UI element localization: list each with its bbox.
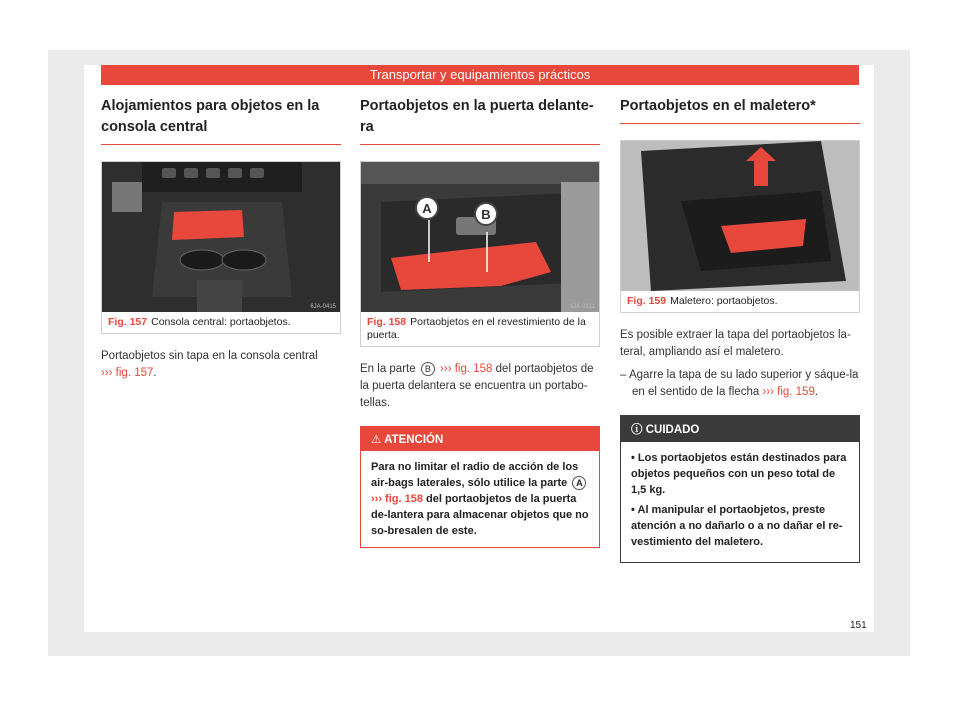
- step-text: [620, 367, 860, 401]
- caution-bullet: • Los portaobjetos están destinados para objetos pequeños con un peso total de 1,5 kg.: [631, 452, 847, 496]
- callout-b: B: [481, 207, 491, 222]
- warning-text-prefix: Para no limitar el radio de acción de los air-bags laterales, sólo utilice la parte: [371, 461, 579, 489]
- caution-bullet-text: Al manipular el portaobjetos, preste atención a no dañarlo o a no dañar el re-vestimiento del maletero.: [631, 504, 843, 548]
- center-console-illustration: [102, 162, 340, 312]
- figure-code: 6JA-0415: [310, 304, 336, 310]
- warning-box: [360, 426, 600, 548]
- warning-body: [361, 451, 599, 547]
- warning-text-suffix: del portaobjetos de la puerta de-lantera para almacenar objetos que no so-bresalen de este.: [371, 493, 589, 537]
- page-header-banner: Transportar y equipamientos prácticos: [101, 65, 859, 85]
- figure-caption: [102, 312, 340, 333]
- section-heading: Portaobjetos en la puerta delante-ra: [360, 96, 600, 145]
- warning-header: [361, 427, 599, 451]
- trunk-illustration: [621, 141, 859, 291]
- caution-bullet-text: Los portaobjetos están destinados para objetos pequeños con un peso total de 1,5 kg.: [631, 452, 847, 496]
- info-icon: ⓘ: [631, 424, 643, 436]
- section-trunk: [620, 96, 860, 563]
- figure-link[interactable]: ››› fig. 159: [762, 386, 815, 398]
- body-prefix: Portaobjetos sin tapa en la consola central: [101, 350, 318, 362]
- figure-158: [360, 161, 600, 347]
- caution-header: [621, 416, 859, 442]
- caption-text: Portaobjetos en el revestimiento de la puerta.: [367, 316, 586, 341]
- step-suffix: .: [814, 386, 819, 398]
- figure-number: Fig. 157: [108, 316, 148, 328]
- photo-front-door: [361, 162, 599, 312]
- body-text: [360, 361, 600, 412]
- figure-code: 6JA-0315: [829, 283, 855, 289]
- body-suffix: .: [153, 367, 157, 379]
- callout-a: A: [422, 201, 432, 216]
- caution-bullet: • Al manipular el portaobjetos, preste atención a no dañarlo o a no dañar el re-vestimiento del maletero.: [631, 504, 843, 548]
- figure-157: [101, 161, 341, 334]
- warning-icon: ⚠: [371, 434, 382, 446]
- caution-box: [620, 415, 860, 563]
- figure-link[interactable]: ››› fig. 158: [440, 363, 493, 375]
- caution-body: [621, 442, 859, 562]
- body-suffix: del portaobjetos de la puerta delantera se encuentra un portabo-tellas.: [360, 363, 594, 409]
- photo-trunk: [621, 141, 859, 291]
- warning-title: ATENCIÓN: [384, 434, 444, 446]
- figure-link[interactable]: ››› fig. 157: [101, 367, 154, 379]
- figure-caption: [621, 291, 859, 312]
- photo-center-console: [102, 162, 340, 312]
- figure-link[interactable]: ››› fig. 158: [371, 493, 423, 505]
- door-illustration: [361, 162, 599, 312]
- section-center-console: [101, 96, 341, 382]
- section-heading: Portaobjetos en el maletero*: [620, 96, 860, 124]
- figure-number: Fig. 158: [367, 316, 407, 328]
- section-front-door: [360, 96, 600, 548]
- figure-code: 6JA-0311: [569, 304, 595, 310]
- figure-caption: [361, 312, 599, 346]
- step-prefix: – Agarre la tapa de su lado superior y sáque-la en el sentido de la flecha: [620, 369, 859, 398]
- caption-text: Maletero: portaobjetos.: [670, 295, 778, 307]
- page-number: 151: [850, 620, 867, 631]
- figure-number: Fig. 159: [627, 295, 667, 307]
- body-text: [101, 348, 341, 382]
- section-heading: Alojamientos para objetos en la consola central: [101, 96, 341, 145]
- figure-159: [620, 140, 860, 313]
- body-text: Es posible extraer la tapa del portaobjetos la-teral, ampliando así el maletero.: [620, 329, 851, 358]
- caution-title: CUIDADO: [645, 424, 700, 436]
- caption-text: Consola central: portaobjetos.: [151, 316, 291, 328]
- part-tag-b: B: [421, 362, 435, 376]
- part-tag-a: A: [572, 476, 586, 490]
- body-prefix: En la parte: [360, 363, 416, 375]
